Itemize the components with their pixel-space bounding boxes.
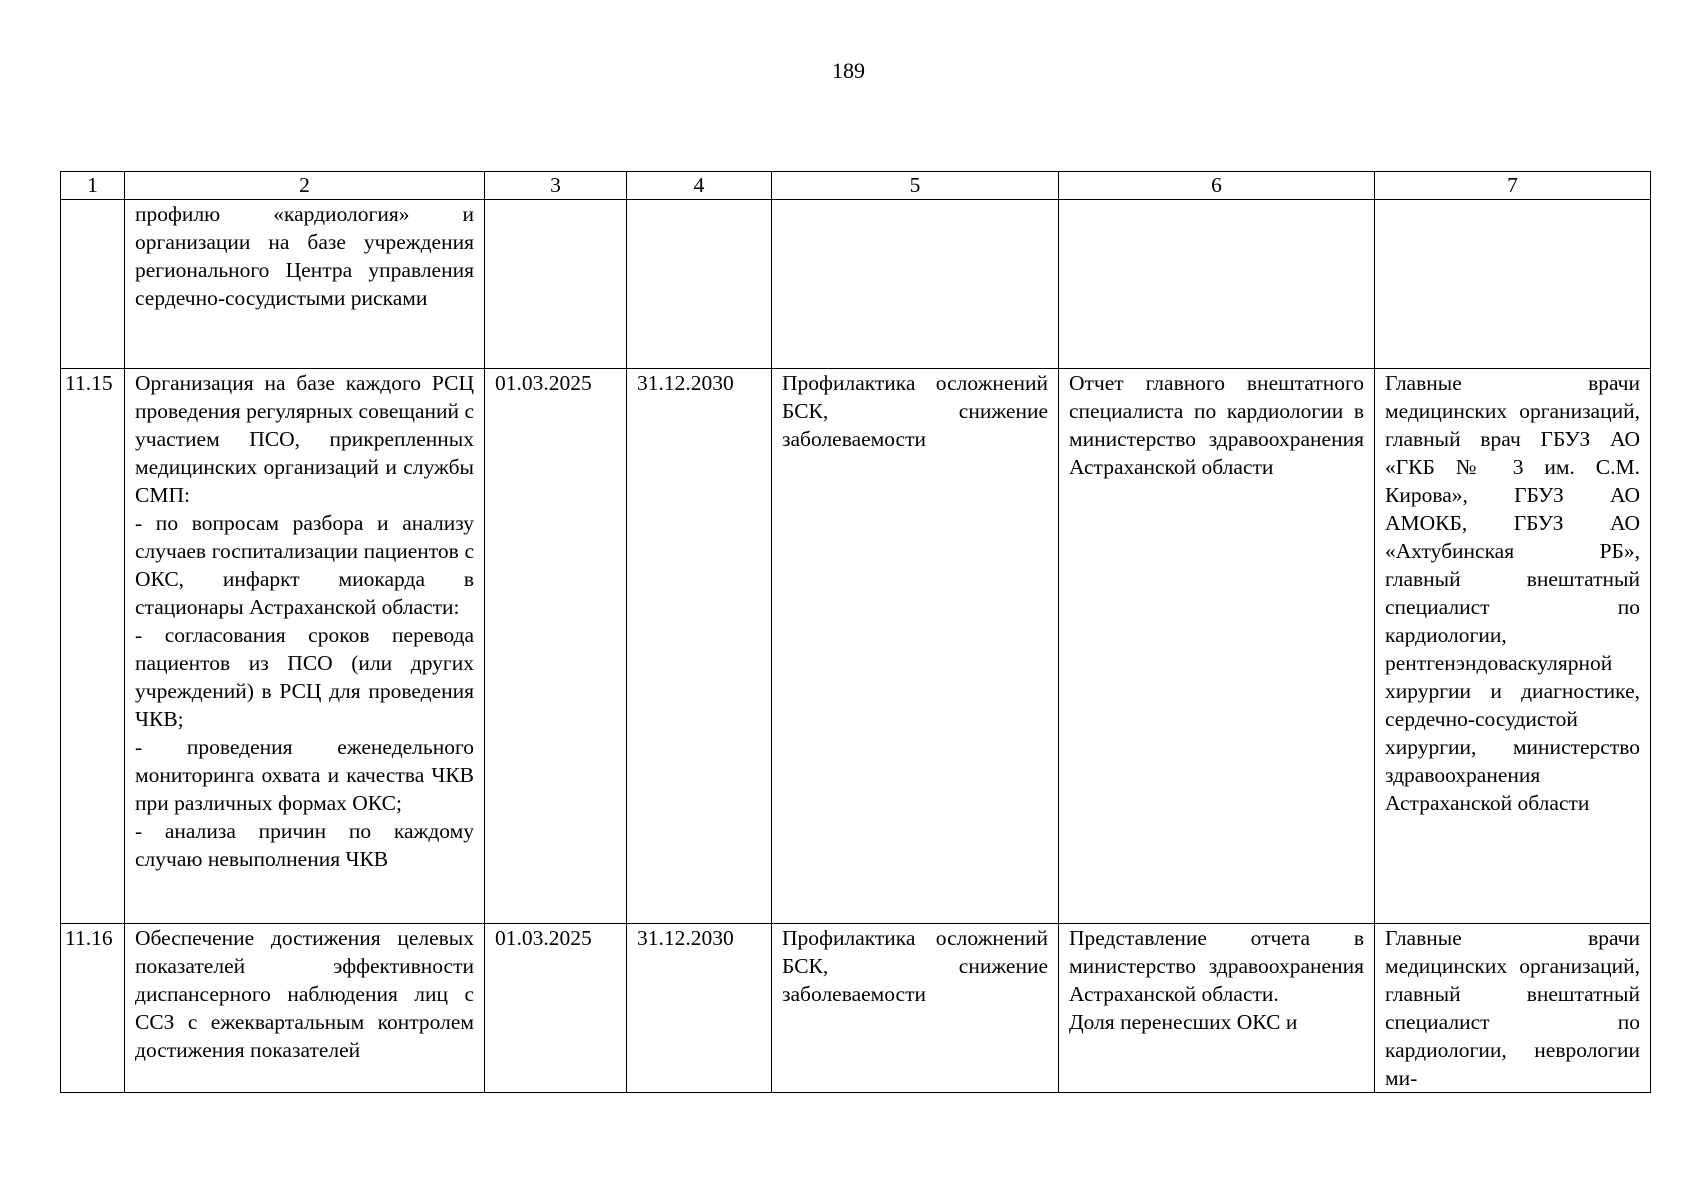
row-number: 11.15 [61, 369, 125, 924]
control-text: Доля перенесших ОКС и [1069, 1010, 1298, 1034]
control-cell: Отчет главного внештатного специалиста по кардиологии в министерство здравоохранения Астраханской области [1059, 369, 1375, 924]
table-row [61, 924, 1651, 1093]
result-cell: Профилактика осложнений БСК, снижение заболеваемости [772, 369, 1059, 924]
column-header: 2 [125, 172, 485, 200]
end-date-cell: 31.12.2030 [627, 924, 772, 1093]
responsible-cell [1375, 200, 1651, 369]
table-header-row [61, 172, 1651, 200]
start-date-cell [485, 200, 627, 369]
measure-item: - согласования сроков перевода пациентов из ПСО (или других учреждений) в РСЦ для проведения ЧКВ; [135, 623, 474, 731]
control-text: Представление отчета в министерство здравоохранения Астраханской области. [1069, 926, 1364, 1006]
measure-text: Организация на базе каждого РСЦ проведения регулярных совещаний с участием ПСО, прикрепленных медицинских организаций и службы СМП: [135, 371, 474, 507]
result-cell [772, 200, 1059, 369]
measure-cell: Обеспечение достижения целевых показателей эффективности диспансерного наблюдения лиц с ССЗ с ежеквартальным контролем достижения показателей [125, 924, 485, 1093]
end-date-cell [627, 200, 772, 369]
measure-item: - по вопросам разбора и анализу случаев госпитализации пациентов с ОКС, инфаркт миокарда в стационары Астраханской области: [135, 511, 474, 619]
table-row [61, 200, 1651, 369]
end-date-cell: 31.12.2030 [627, 369, 772, 924]
row-number [61, 200, 125, 369]
control-cell [1059, 924, 1375, 1093]
column-header: 7 [1375, 172, 1651, 200]
column-header: 5 [772, 172, 1059, 200]
responsible-cell: Главные врачи медицинских организаций, главный внештатный специалист по кардиологии, неврологии ми- [1375, 924, 1651, 1093]
column-header: 1 [61, 172, 125, 200]
column-header: 4 [627, 172, 772, 200]
start-date-cell: 01.03.2025 [485, 924, 627, 1093]
measure-item: - проведения еженедельного мониторинга охвата и качества ЧКВ при различных формах ОКС; [135, 735, 474, 815]
result-cell: Профилактика осложнений БСК, снижение заболеваемости [772, 924, 1059, 1093]
measure-item: - анализа причин по каждому случаю невыполнения ЧКВ [135, 819, 474, 871]
column-header: 3 [485, 172, 627, 200]
measure-cell [125, 369, 485, 924]
measure-cell: профилю «кардиология» и организации на базе учреждения регионального Центра управления сердечно-сосудистыми рисками [125, 200, 485, 369]
table-row [61, 369, 1651, 924]
responsible-cell: Главные врачи медицинских организаций, главный врач ГБУЗ АО «ГКБ № 3 им. С.М. Кирова», ГБУЗ АО АМОКБ, ГБУЗ АО «Ахтубинская РБ», главный внештатный специалист по кардиологии, рентгенэндоваскулярной хирургии и диагностике, сердечно-сосудистой хирургии, министерство здравоохранения Астраханской области [1375, 369, 1651, 924]
column-header: 6 [1059, 172, 1375, 200]
start-date-cell: 01.03.2025 [485, 369, 627, 924]
measures-table [60, 171, 1651, 1093]
row-number: 11.16 [61, 924, 125, 1093]
page-number: 189 [832, 58, 865, 83]
control-cell [1059, 200, 1375, 369]
